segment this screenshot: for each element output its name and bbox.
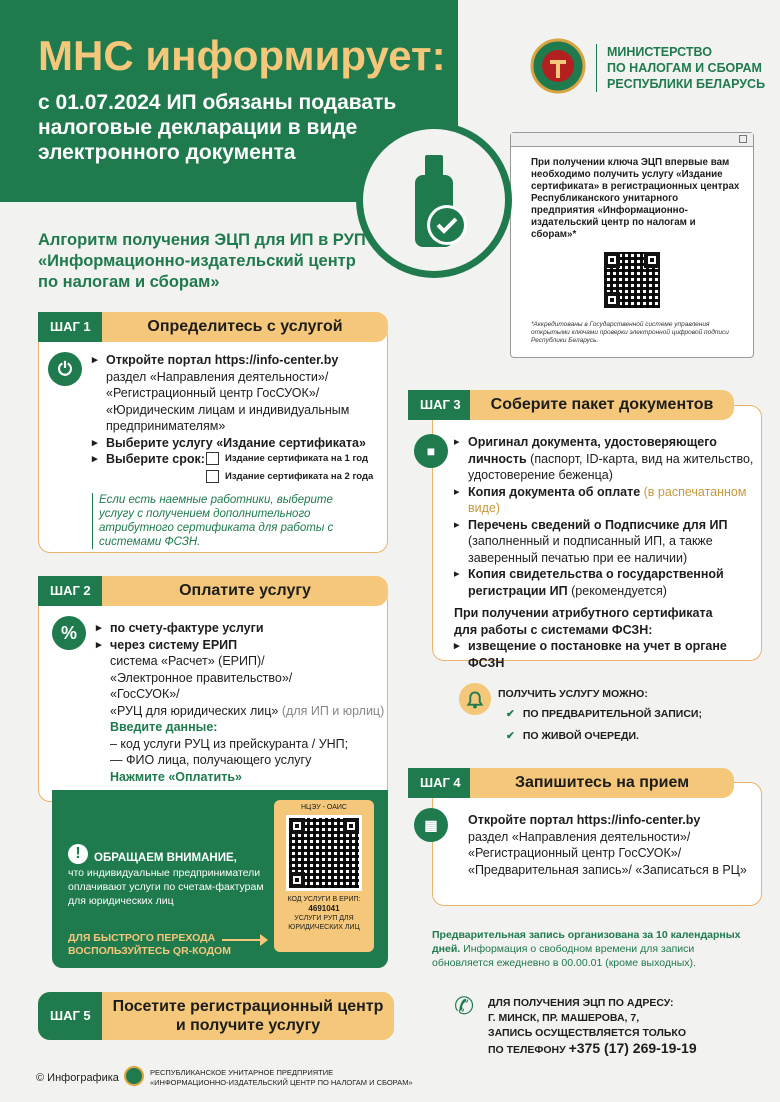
step2-path: «ГосСУОК»/	[110, 687, 180, 701]
step2-path: «Электронное правительство»/	[110, 670, 293, 685]
doc-note: (паспорт, ID-карта, вид на жительство, удостоверение беженца)	[468, 451, 754, 482]
attention-icon: !	[68, 844, 88, 864]
info-qr-code[interactable]	[601, 249, 663, 311]
usb-key-icon	[356, 122, 512, 278]
checkbox[interactable]	[206, 452, 219, 465]
phone-icon: ✆	[454, 993, 475, 1020]
step2-detail: – код услуги РУЦ из прейскуранта / УНП;	[110, 736, 349, 751]
step1-line: ▸ Откройте портал https://info-center.by	[92, 352, 382, 369]
check-icon: ✔	[506, 730, 515, 742]
doc-name: ▸ извещение о постановке на учет в органе ФСЗН	[454, 638, 756, 671]
erip-qr-code[interactable]	[286, 815, 362, 891]
erip-qr-panel	[274, 800, 374, 952]
step2-line: ▸ через систему ЕРИП	[96, 637, 386, 654]
doc-note: (рекомендуется)	[571, 583, 667, 598]
ministry-line: МИНИСТЕРСТВО	[607, 45, 712, 59]
step4-note-bold: Предварительная запись организована за 10 календарных дней.	[432, 929, 741, 955]
step4-note-text: Информация о свободном времени для записи обновляется ежедневно в 00.00.01 (кроме выходных).	[432, 943, 696, 969]
step3-title: Соберите пакет документов	[470, 390, 734, 420]
doc-note: (в распечатанном виде)	[468, 484, 747, 515]
quick-qr-text: ДЛЯ БЫСТРОГО ПЕРЕХОДА ВОСПОЛЬЗУЙТЕСЬ QR-КОДОМ	[68, 932, 231, 957]
service-title: ПОЛУЧИТЬ УСЛУГУ МОЖНО:	[498, 688, 648, 700]
footer-credit: © Инфографика	[36, 1072, 119, 1084]
step4-title: Запишитесь на прием	[470, 768, 734, 798]
step2-pay: Нажмите «Оплатить»	[110, 769, 243, 784]
step3-tag: ШАГ 3	[408, 390, 470, 420]
address-line: ЗАПИСЬ ОСУЩЕСТВЛЯЕТСЯ ТОЛЬКО	[488, 1027, 686, 1039]
step2-line: ▸ по счету-фактуре услуги	[96, 620, 386, 637]
step1-body	[92, 352, 382, 549]
step4-tag: ШАГ 4	[408, 768, 470, 798]
doc-name: Копия документа об оплате	[468, 484, 641, 499]
checkbox[interactable]	[206, 470, 219, 483]
calendar-icon: ▦	[414, 808, 448, 842]
service-option	[506, 708, 702, 720]
doc-name: Перечень сведений о Подписчике для ИП	[468, 517, 728, 532]
footer-org	[150, 1068, 413, 1088]
info-window	[510, 132, 754, 358]
check-icon: ✔	[506, 708, 515, 720]
briefcase-icon: ■	[414, 434, 448, 468]
option-label: Издание сертификата на 1 год	[225, 453, 368, 464]
step1-path: раздел «Направления деятельности»/ «Регистрационный центр ГосСУОК»/ «Юридическим лицам и индивидуальным предпринимателям»	[106, 369, 350, 433]
doc-name: Копия свидетельства о государственной регистрации ИП	[468, 567, 724, 598]
percent-icon: %	[52, 616, 86, 650]
step1-note: Если есть наемные работники, выберите услугу с получением дополнительного атрибутного сертификата для работы с системами ФСЗН.	[92, 493, 362, 549]
option-1year[interactable]	[206, 451, 368, 468]
step1-title: Определитесь с услугой	[102, 312, 388, 342]
org-logo-icon	[124, 1066, 144, 1086]
service-option-label: ПО ЖИВОЙ ОЧЕРЕДИ.	[522, 730, 639, 742]
ministry-name	[596, 44, 765, 92]
info-text: При получении ключа ЭЦП впервые вам необходимо получить услугу «Издание сертификата» в регистрационных центрах Республиканского унитарного предприятия «Информационно-издательский центр по налогам и сборам»*	[531, 157, 740, 240]
step1-tag: ШАГ 1	[38, 312, 102, 342]
power-icon: ⏻	[48, 352, 82, 386]
algorithm-title: Алгоритм получения ЭЦП для ИП в РУП «Информационно-издательский центр по налогам и сборам»	[38, 231, 366, 291]
page-subtitle: с 01.07.2024 ИП обязаны подавать налоговые декларации в виде электронного документа	[38, 91, 397, 164]
footer-org-line: РЕСПУБЛИКАНСКОЕ УНИТАРНОЕ ПРЕДПРИЯТИЕ	[150, 1068, 334, 1077]
address-line: ДЛЯ ПОЛУЧЕНИЯ ЭЦП ПО АДРЕСУ:	[488, 997, 674, 1009]
ministry-line: РЕСПУБЛИКИ БЕЛАРУСЬ	[607, 77, 766, 91]
qr-code-value: 4691041	[308, 904, 340, 913]
step3-attr: При получении атрибутного сертификата для работы с системами ФСЗН:	[454, 606, 713, 637]
step3-body	[454, 434, 756, 671]
option-2year[interactable]	[206, 469, 373, 486]
step2-detail: — ФИО лица, получающего услугу	[110, 753, 312, 767]
service-option-label: ПО ПРЕДВАРИТЕЛЬНОЙ ЗАПИСИ;	[522, 708, 702, 720]
step2-tag: ШАГ 2	[38, 576, 102, 606]
step2-title: Оплатите услугу	[102, 576, 388, 606]
step5-title: Посетите регистрационный центр и получите услугу	[102, 992, 394, 1040]
info-footnote: *Аккредитованы в Государственной системе управления открытыми ключами проверки электронной цифровой подписи Республики Беларусь.	[531, 321, 729, 344]
address-line: Г. МИНСК, ПР. МАШЕРОВА, 7,	[488, 1012, 640, 1024]
arrow-head	[260, 934, 268, 946]
ministry-line: ПО НАЛОГАМ И СБОРАМ	[607, 61, 762, 75]
address-block	[488, 996, 697, 1058]
step4-body	[468, 812, 756, 878]
step2-enter: Введите данные:	[110, 720, 218, 734]
qr-top-label: НЦЭУ - ОАИС	[301, 804, 347, 811]
footer-org-line: «ИНФОРМАЦИОННО-ИЗДАТЕЛЬСКИЙ ЦЕНТР ПО НАЛОГАМ И СБОРАМ»	[150, 1078, 413, 1087]
step5-tag: ШАГ 5	[38, 992, 102, 1040]
doc-name: Оригинал документа, удостоверяющего личность	[468, 435, 717, 466]
ministry-emblem-icon	[530, 38, 586, 94]
qr-desc: УСЛУГИ РУП ДЛЯ ЮРИДИЧЕСКИХ ЛИЦ	[288, 915, 360, 931]
step2-path: «РУЦ для юридических лиц»	[110, 703, 279, 718]
option-label: Издание сертификата на 2 года	[225, 471, 374, 482]
page-title: МНС информирует:	[38, 32, 446, 79]
step2-path: система «Расчет» (ЕРИП)/	[110, 654, 265, 668]
attention-title: ОБРАЩАЕМ ВНИМАНИЕ,	[94, 852, 237, 864]
phone-number[interactable]: +375 (17) 269-19-19	[568, 1040, 697, 1056]
attention-text: что индивидуальные предприниматели оплачивают услуги по счетам-фактурам для юридических лиц	[68, 867, 264, 907]
step1-line: ▸ Выберите срок:	[92, 451, 205, 468]
step1-line: ▸ Выберите услугу «Издание сертификата»	[92, 435, 382, 452]
service-option	[506, 730, 639, 742]
step2-path-note: (для ИП и юрлиц)	[281, 703, 385, 718]
doc-note: (заполненный и подписанный ИП, а также заверенный печатью при ее наличии)	[468, 534, 713, 565]
qr-code-label: КОД УСЛУГИ В ЕРИП:	[287, 896, 361, 903]
step4-path: раздел «Направления деятельности»/ «Регистрационный центр ГосСУОК»/ «Предварительная запись»/ «Записаться в РЦ»	[468, 829, 747, 877]
address-line: ПО ТЕЛЕФОНУ	[488, 1044, 566, 1056]
bell-icon	[458, 682, 492, 716]
step4-note	[432, 928, 758, 970]
step4-line: Откройте портал https://info-center.by	[468, 813, 701, 827]
step2-body	[96, 620, 386, 785]
